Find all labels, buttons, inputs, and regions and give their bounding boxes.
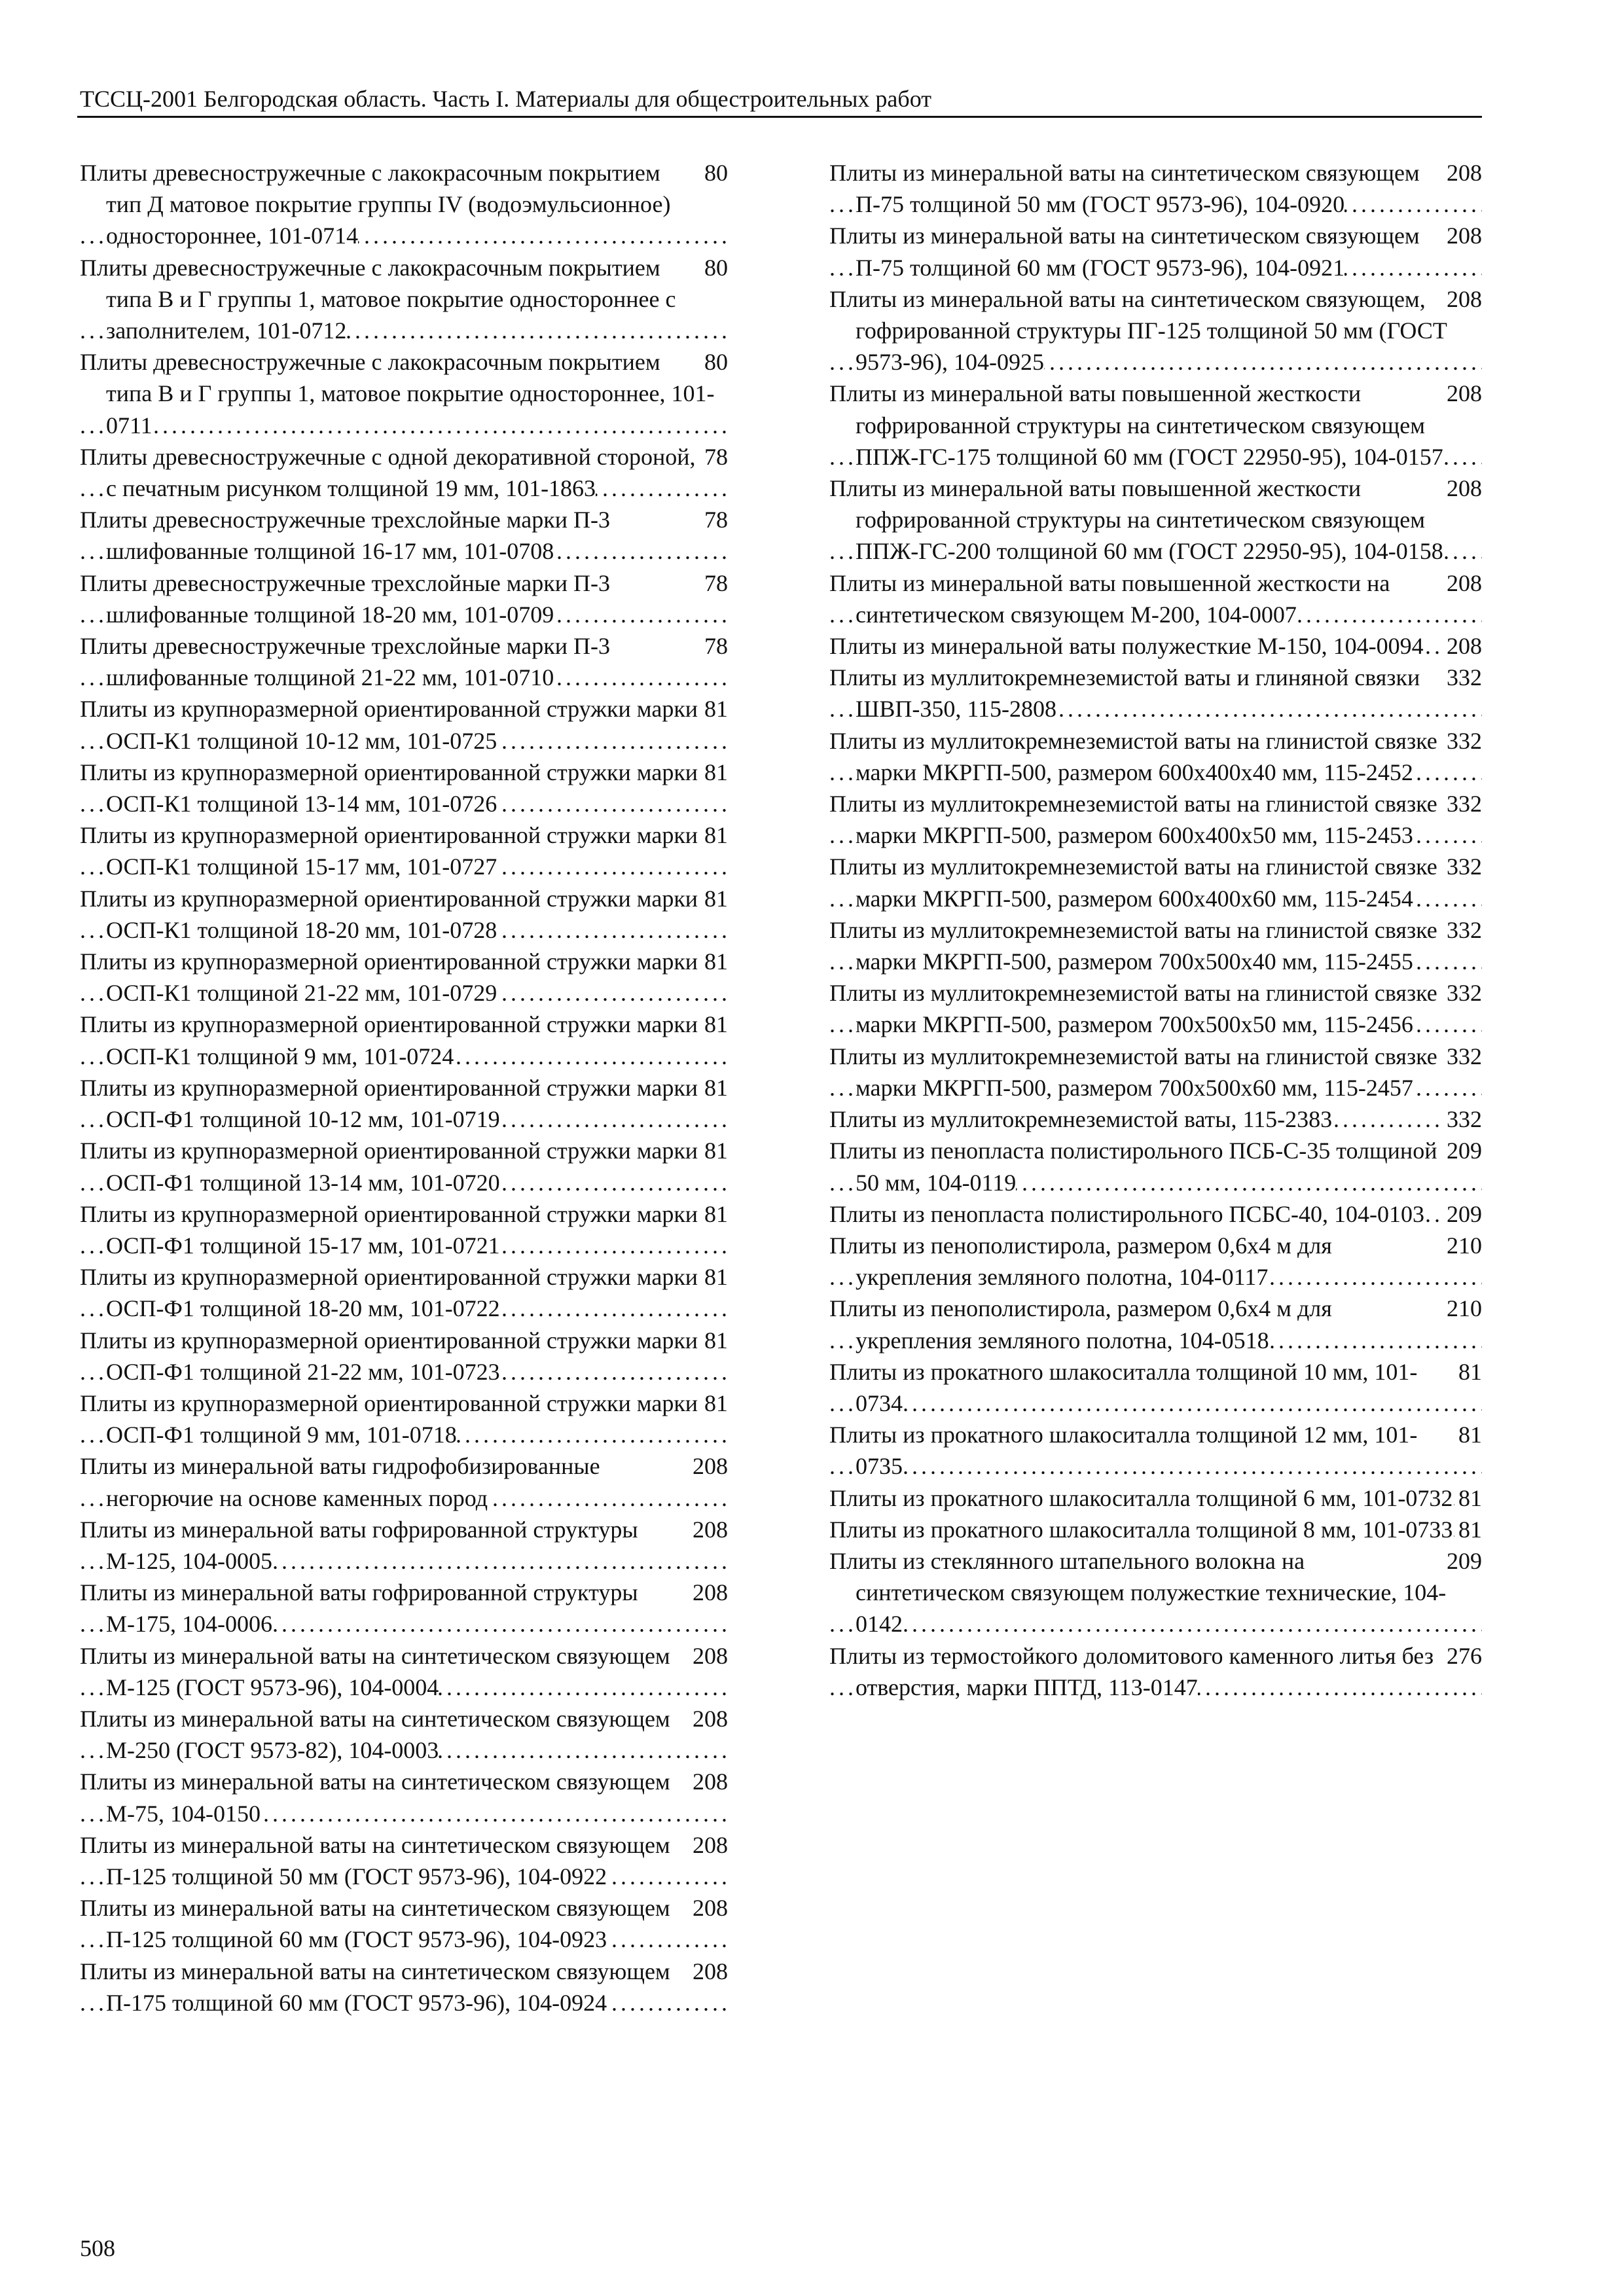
index-entry-text: Плиты из муллитокремнеземистой ваты на глинистой связке марки МКРГП-500, размером 700х500х50 мм, 115-2456 xyxy=(829,980,1437,1038)
index-entry-page: 208 xyxy=(1443,473,1482,504)
index-entry-page: 208 xyxy=(689,1829,728,1861)
index-entry-page: 81 xyxy=(1454,1419,1482,1450)
index-entry-text: Плиты древесностружечные трехслойные марки П-3 шлифованные толщиной 18-20 мм, 101-0709 xyxy=(80,569,610,628)
index-entry-page: 332 xyxy=(1443,788,1482,819)
index-entry-page: 208 xyxy=(689,1892,728,1924)
index-entry-text: Плиты из крупноразмерной ориентированной стружки марки ОСП-К1 толщиной 21-22 мм, 101-0729 xyxy=(80,948,698,1007)
index-entry-text: Плиты из минеральной ваты на синтетическом связующем П-75 толщиной 50 мм (ГОСТ 9573-96), 104-0920 xyxy=(829,160,1420,218)
index-entry xyxy=(829,1103,1482,1135)
index-entry xyxy=(80,1829,728,1892)
index-entry-page: 81 xyxy=(700,757,728,788)
running-header: ТССЦ-2001 Белгородская область. Часть I. Материалы для общестроительных работ xyxy=(80,86,931,112)
index-entry-page: 209 xyxy=(1443,1545,1482,1577)
index-entry xyxy=(80,757,728,819)
index-entry-text: Плиты из прокатного шлакоситалла толщиной 6 мм, 101-0732 xyxy=(829,1484,1453,1511)
index-entry-text: Плиты из прокатного шлакоситалла толщиной 12 мм, 101-0735 xyxy=(829,1422,1418,1480)
index-entry xyxy=(80,1892,728,1955)
index-entry-page: 81 xyxy=(1454,1514,1482,1545)
index-entry-page: 81 xyxy=(700,946,728,977)
index-entry xyxy=(80,441,728,504)
index-entry xyxy=(829,1135,1482,1198)
index-entry-page: 332 xyxy=(1443,725,1482,757)
index-entry-page: 80 xyxy=(700,346,728,378)
index-entry xyxy=(829,914,1482,977)
index-entry xyxy=(829,851,1482,914)
index-entry-text: Плиты из минеральной ваты на синтетическом связующем П-125 толщиной 50 мм (ГОСТ 9573-96), 104-0922 xyxy=(80,1831,670,1890)
index-entry-page: 81 xyxy=(700,1261,728,1293)
index-entry-text: Плиты из минеральной ваты гофрированной структуры М-175, 104-0006 xyxy=(80,1579,638,1638)
index-entry xyxy=(829,977,1482,1040)
index-entry-page: 81 xyxy=(700,1198,728,1230)
index-entry xyxy=(829,567,1482,630)
index-entry-page: 78 xyxy=(700,504,728,535)
index-entry-page: 80 xyxy=(700,252,728,283)
index-entry-text: Плиты из муллитокремнеземистой ваты на глинистой связке марки МКРГП-500, размером 700х500х40 мм, 115-2455 xyxy=(829,916,1437,975)
page-number: 508 xyxy=(80,2235,115,2261)
index-entry-page: 81 xyxy=(700,1135,728,1166)
index-entry-text: Плиты из минеральной ваты повышенной жесткости на синтетическом связующем М-200, 104-0007 xyxy=(829,569,1390,628)
index-entry-text: Плиты из муллитокремнеземистой ваты, 115-2383 xyxy=(829,1106,1333,1133)
index-entry xyxy=(80,1514,728,1577)
index-entry-text: Плиты древесностружечные с лакокрасочным покрытием типа В и Г группы 1, матовое покрытие одностороннее с заполнителем, 101-0712 xyxy=(80,254,676,344)
index-entry-page: 208 xyxy=(1443,220,1482,251)
index-entry xyxy=(80,1703,728,1766)
index-entry-text: Плиты из крупноразмерной ориентированной стружки марки ОСП-Ф1 толщиной 13-14 мм, 101-0720 xyxy=(80,1138,698,1196)
index-entry xyxy=(80,567,728,630)
index-entry-page: 208 xyxy=(689,1450,728,1482)
header-rule xyxy=(77,116,1482,118)
index-entry xyxy=(80,1956,728,2018)
index-entry-page: 332 xyxy=(1443,977,1482,1009)
index-entry-page: 208 xyxy=(689,1766,728,1797)
index-entry xyxy=(829,1419,1482,1482)
index-entry-text: Плиты из крупноразмерной ориентированной стружки марки ОСП-К1 толщиной 18-20 мм, 101-0728 xyxy=(80,885,698,943)
index-entry-page: 332 xyxy=(1443,1041,1482,1072)
index-entry-page: 81 xyxy=(700,1325,728,1356)
index-entry xyxy=(829,1041,1482,1103)
index-entry-page: 208 xyxy=(1443,157,1482,188)
index-entry xyxy=(80,504,728,567)
index-entry-text: Плиты из крупноразмерной ориентированной стружки марки ОСП-К1 толщиной 13-14 мм, 101-0726 xyxy=(80,759,698,817)
index-entry-text: Плиты из муллитокремнеземистой ваты на глинистой связке марки МКРГП-500, размером 600х400х40 мм, 115-2452 xyxy=(829,727,1437,785)
index-entry-page: 81 xyxy=(700,819,728,851)
index-entry-text: Плиты древесностружечные с одной декоративной стороной, с печатным рисунком толщиной 19 мм, 101-1863 xyxy=(80,443,696,502)
index-entry xyxy=(829,157,1482,220)
index-entry xyxy=(80,1072,728,1135)
index-entry-text: Плиты из минеральной ваты на синтетическом связующем П-125 толщиной 60 мм (ГОСТ 9573-96), 104-0923 xyxy=(80,1895,670,1953)
index-entry-page: 81 xyxy=(700,1072,728,1103)
index-entry-text: Плиты из прокатного шлакоситалла толщиной 10 мм, 101-0734 xyxy=(829,1358,1418,1416)
index-entry xyxy=(829,725,1482,788)
index-entry-text: Плиты из муллитокремнеземистой ваты на глинистой связке марки МКРГП-500, размером 700х500х60 мм, 115-2457 xyxy=(829,1043,1437,1101)
index-entry xyxy=(80,630,728,693)
index-entry xyxy=(80,1135,728,1198)
index-entry xyxy=(829,1482,1482,1514)
index-entry-text: Плиты из минеральной ваты повышенной жесткости гофрированной структуры на синтетическом связующем ППЖ-ГС-175 толщиной 60 мм (ГОСТ 22950-95), 104-0157 xyxy=(829,380,1443,470)
index-entry-text: Плиты из минеральной ваты на синтетическом связующем, гофрированной структуры ПГ-125 толщиной 50 мм (ГОСТ 9573-96), 104-0925 xyxy=(829,285,1447,376)
index-entry-page: 78 xyxy=(700,441,728,473)
index-entry xyxy=(80,819,728,882)
index-entry xyxy=(80,346,728,441)
index-entry xyxy=(829,662,1482,725)
index-entry-page: 332 xyxy=(1443,1103,1482,1135)
index-entry xyxy=(80,1325,728,1388)
index-entry-page: 208 xyxy=(689,1640,728,1672)
index-entry-page: 208 xyxy=(1443,567,1482,599)
index-entry-text: Плиты из муллитокремнеземистой ваты на глинистой связке марки МКРГП-500, размером 600х400х60 мм, 115-2454 xyxy=(829,853,1437,912)
index-entry-text: Плиты из пенопласта полистирольного ПСБ-С-35 толщиной 50 мм, 104-0119 xyxy=(829,1138,1437,1196)
leader-dots xyxy=(80,410,728,441)
index-entry-page: 81 xyxy=(700,693,728,725)
index-entry xyxy=(829,1293,1482,1355)
index-entry xyxy=(829,1198,1482,1230)
index-entry-text: Плиты из муллитокремнеземистой ваты и глиняной связки ШВП-350, 115-2808 xyxy=(829,664,1420,723)
index-entry-text: Плиты из минеральной ваты полужесткие М-150, 104-0094 xyxy=(829,633,1424,660)
index-entry xyxy=(829,1545,1482,1640)
index-entry xyxy=(829,473,1482,567)
leader-dots xyxy=(829,1450,1482,1482)
index-entry xyxy=(80,1577,728,1640)
index-entry-text: Плиты из крупноразмерной ориентированной стружки марки ОСП-К1 толщиной 10-12 мм, 101-0725 xyxy=(80,696,698,754)
index-entry xyxy=(829,630,1482,662)
index-entry-page: 78 xyxy=(700,567,728,599)
index-entry-page: 210 xyxy=(1443,1293,1482,1324)
index-entry xyxy=(80,883,728,946)
index-entry-text: Плиты из минеральной ваты на синтетическом связующем П-175 толщиной 60 мм (ГОСТ 9573-96), 104-0924 xyxy=(80,1958,670,2016)
index-entry-page: 332 xyxy=(1443,851,1482,882)
index-entry-page: 208 xyxy=(1443,630,1482,662)
index-entry-text: Плиты из минеральной ваты на синтетическом связующем М-250 (ГОСТ 9573-82), 104-0003 xyxy=(80,1705,670,1764)
index-entry-page: 81 xyxy=(1454,1482,1482,1514)
index-entry-text: Плиты из крупноразмерной ориентированной стружки марки ОСП-Ф1 толщиной 21-22 мм, 101-0723 xyxy=(80,1327,698,1385)
index-entry-text: Плиты из пенопласта полистирольного ПСБС-40, 104-0103 xyxy=(829,1200,1424,1227)
index-entry xyxy=(829,378,1482,473)
index-column-right xyxy=(829,157,1482,1703)
index-entry-text: Плиты из стеклянного штапельного волокна на синтетическом связующем полужесткие технические, 104-0142 xyxy=(829,1547,1447,1638)
index-entry-text: Плиты из минеральной ваты на синтетическом связующем М-125 (ГОСТ 9573-96), 104-0004 xyxy=(80,1642,670,1700)
index-entry-page: 81 xyxy=(1454,1356,1482,1388)
index-entry-text: Плиты из крупноразмерной ориентированной стружки марки ОСП-К1 толщиной 15-17 мм, 101-0727 xyxy=(80,822,698,880)
index-entry-text: Плиты из минеральной ваты гидрофобизированные негорючие на основе каменных пород xyxy=(80,1453,600,1511)
index-entry xyxy=(80,1640,728,1703)
leader-dots xyxy=(829,1608,1482,1640)
index-entry-page: 81 xyxy=(700,1388,728,1419)
index-entry-page: 208 xyxy=(689,1577,728,1608)
index-entry-page: 332 xyxy=(1443,662,1482,693)
index-entry-page: 210 xyxy=(1443,1230,1482,1261)
leader-dots xyxy=(829,1388,1482,1419)
index-entry xyxy=(80,1388,728,1450)
index-entry-page: 209 xyxy=(1443,1198,1482,1230)
index-entry-page: 208 xyxy=(689,1703,728,1734)
index-entry xyxy=(829,788,1482,851)
index-entry xyxy=(80,1261,728,1324)
index-entry xyxy=(829,1514,1482,1545)
index-entry-page: 208 xyxy=(689,1514,728,1545)
index-entry-text: Плиты из муллитокремнеземистой ваты на глинистой связке марки МКРГП-500, размером 600х400х50 мм, 115-2453 xyxy=(829,791,1437,849)
index-entry-text: Плиты из крупноразмерной ориентированной стружки марки ОСП-Ф1 толщиной 9 мм, 101-0718 xyxy=(80,1390,698,1448)
index-entry xyxy=(80,1009,728,1071)
index-entry xyxy=(829,1640,1482,1703)
index-entry-text: Плиты из термостойкого доломитового каменного литья без отверстия, марки ППТД, 113-0147 xyxy=(829,1642,1434,1700)
index-entry-page: 209 xyxy=(1443,1135,1482,1166)
index-entry-page: 78 xyxy=(700,630,728,662)
index-entry xyxy=(829,1356,1482,1419)
index-entry-text: Плиты из крупноразмерной ориентированной стружки марки ОСП-Ф1 толщиной 10-12 мм, 101-0719 xyxy=(80,1074,698,1133)
index-entry-text: Плиты древесностружечные с лакокрасочным покрытием типа В и Г группы 1, матовое покрытие одностороннее, 101-0711 xyxy=(80,349,715,439)
index-entry xyxy=(80,252,728,347)
index-entry-text: Плиты древесностружечные трехслойные марки П-3 шлифованные толщиной 16-17 мм, 101-0708 xyxy=(80,507,610,565)
index-entry-text: Плиты древесностружечные трехслойные марки П-3 шлифованные толщиной 21-22 мм, 101-0710 xyxy=(80,633,610,691)
index-entry-page: 81 xyxy=(700,1009,728,1040)
index-entry-page: 332 xyxy=(1443,914,1482,946)
index-entry-text: Плиты из крупноразмерной ориентированной стружки марки ОСП-Ф1 толщиной 15-17 мм, 101-0721 xyxy=(80,1200,698,1259)
index-entry-page: 208 xyxy=(689,1956,728,1987)
index-entry xyxy=(829,1230,1482,1293)
index-entry-page: 276 xyxy=(1443,1640,1482,1672)
index-entry-text: Плиты из пенополистирола, размером 0,6х4 м для укрепления земляного полотна, 104-0518 xyxy=(829,1295,1332,1354)
index-entry xyxy=(80,157,728,252)
index-entry xyxy=(80,946,728,1009)
index-entry xyxy=(80,1766,728,1829)
index-entry-text: Плиты из прокатного шлакоситалла толщиной 8 мм, 101-0733 xyxy=(829,1516,1453,1543)
index-entry-text: Плиты из минеральной ваты гофрированной структуры М-125, 104-0005 xyxy=(80,1516,638,1574)
index-entry-page: 81 xyxy=(700,883,728,914)
index-entry-text: Плиты из минеральной ваты на синтетическом связующем М-75, 104-0150 xyxy=(80,1768,670,1827)
index-column-left xyxy=(80,157,728,2018)
index-entry xyxy=(829,220,1482,283)
index-entry-text: Плиты из крупноразмерной ориентированной стружки марки ОСП-Ф1 толщиной 18-20 мм, 101-0722 xyxy=(80,1264,698,1322)
index-entry-text: Плиты из крупноразмерной ориентированной стружки марки ОСП-К1 толщиной 9 мм, 101-0724 xyxy=(80,1011,698,1069)
index-entry-text: Плиты древесностружечные с лакокрасочным покрытием тип Д матовое покрытие группы IV (водоэмульсионное) одностороннее, 101-0714 xyxy=(80,160,671,249)
index-entry xyxy=(80,1450,728,1513)
index-entry-page: 80 xyxy=(700,157,728,188)
index-entry xyxy=(80,693,728,756)
index-entry-text: Плиты из минеральной ваты повышенной жесткости гофрированной структуры на синтетическом связующем ППЖ-ГС-200 толщиной 60 мм (ГОСТ 22950-95), 104-0158 xyxy=(829,475,1443,565)
index-entry-page: 208 xyxy=(1443,378,1482,409)
index-entry-text: Плиты из минеральной ваты на синтетическом связующем П-75 толщиной 60 мм (ГОСТ 9573-96), 104-0921 xyxy=(829,223,1420,281)
index-entry xyxy=(80,1198,728,1261)
index-entry xyxy=(829,283,1482,378)
index-entry-text: Плиты из пенополистирола, размером 0,6х4 м для укрепления земляного полотна, 104-0117 xyxy=(829,1232,1332,1291)
index-entry-page: 208 xyxy=(1443,283,1482,315)
